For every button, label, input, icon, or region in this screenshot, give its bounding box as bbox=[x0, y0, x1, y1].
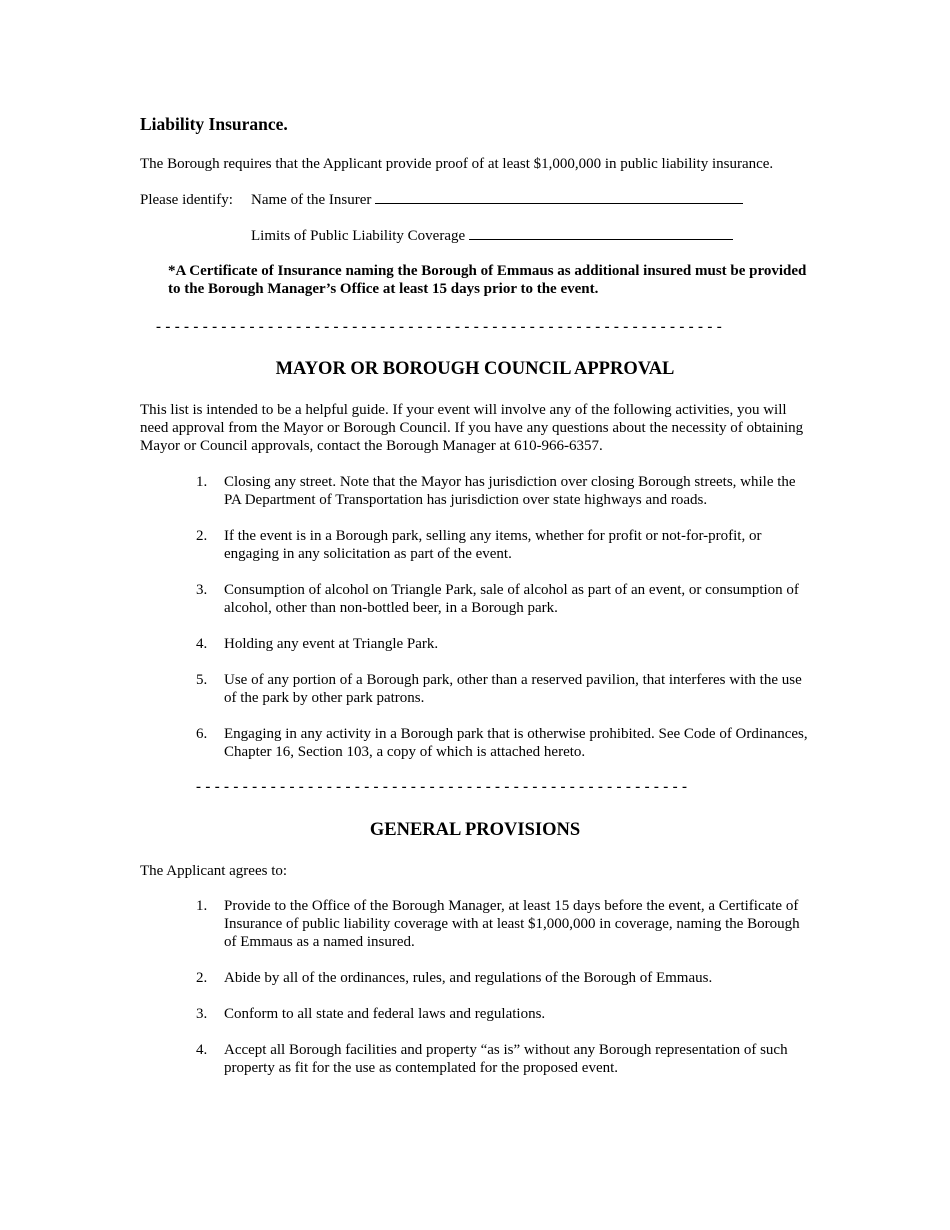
list-item-text: Conform to all state and federal laws and regulations. bbox=[224, 1006, 546, 1022]
list-item-number: 6. bbox=[196, 726, 208, 742]
list-item-number: 4. bbox=[196, 636, 208, 652]
insurance-requirement-text: The Borough requires that the Applicant provide proof of at least $1,000,000 in public liability insurance. bbox=[140, 156, 774, 172]
section-divider-1: - - - - - - - - - - - - - - - - - - - - - - - - - - - - - - - - - - - - - - - - - - - - - - - - - - - - - - - - - - - - - bbox=[156, 319, 723, 335]
general-provisions-title: GENERAL PROVISIONS bbox=[369, 820, 581, 840]
approval-section-title: MAYOR OR BOROUGH COUNCIL APPROVAL bbox=[275, 359, 675, 379]
general-provisions-intro: The Applicant agrees to: bbox=[140, 863, 288, 879]
list-item-text: Accept all Borough facilities and property “as is” without any Borough representation of such property as fit for the use as contemplated for the proposed event. bbox=[224, 1042, 788, 1076]
coverage-limits-blank[interactable] bbox=[469, 227, 733, 240]
list-item-text: Use of any portion of a Borough park, other than a reserved pavilion, that interferes with the use of the park by other park patrons. bbox=[224, 672, 802, 706]
list-item bbox=[196, 635, 808, 653]
list-item bbox=[196, 527, 808, 563]
list-item-text: If the event is in a Borough park, selling any items, whether for profit or not-for-profit, or engaging in any solicitation as part of the event. bbox=[224, 528, 762, 562]
general-provisions-list bbox=[196, 897, 808, 1095]
list-item bbox=[196, 969, 808, 987]
list-item-number: 3. bbox=[196, 582, 208, 598]
list-item-text: Provide to the Office of the Borough Manager, at least 15 days before the event, a Certificate of Insurance of public liability coverage with at least $1,000,000 in coverage, naming the Borough of Emmaus as a named insured. bbox=[224, 898, 800, 950]
insurer-name-label: Name of the Insurer bbox=[251, 192, 372, 208]
list-item-text: Closing any street. Note that the Mayor has jurisdiction over closing Borough streets, while the PA Department of Transportation has jurisdiction over state highways and roads. bbox=[224, 474, 796, 508]
coverage-limits-field-row bbox=[251, 227, 733, 245]
list-item-number: 2. bbox=[196, 970, 208, 986]
list-item bbox=[196, 725, 808, 761]
list-item-text: Holding any event at Triangle Park. bbox=[224, 636, 439, 652]
insurer-name-field-row bbox=[251, 191, 743, 209]
list-item-number: 2. bbox=[196, 528, 208, 544]
list-item-number: 5. bbox=[196, 672, 208, 688]
please-identify-label: Please identify: bbox=[140, 192, 233, 208]
list-item-text: Engaging in any activity in a Borough park that is otherwise prohibited. See Code of Ordinances, Chapter 16, Section 103, a copy of which is attached hereto. bbox=[224, 726, 808, 760]
list-item bbox=[196, 581, 808, 617]
coverage-limits-label: Limits of Public Liability Coverage bbox=[251, 228, 466, 244]
insurer-name-blank[interactable] bbox=[375, 191, 743, 204]
approval-intro-text: This list is intended to be a helpful guide. If your event will involve any of the following activities, you will need approval from the Mayor or Borough Council. If you have any questions about the necessity of obtaining Mayor or Council approvals, contact the Borough Manager at 610-966-6357. bbox=[140, 402, 804, 454]
list-item-text: Consumption of alcohol on Triangle Park, sale of alcohol as part of an event, or consumption of alcohol, other than non-bottled beer, in a Borough park. bbox=[224, 582, 799, 616]
list-item bbox=[196, 897, 808, 951]
list-item-number: 4. bbox=[196, 1042, 208, 1058]
certificate-notice: *A Certificate of Insurance naming the Borough of Emmaus as additional insured must be provided to the Borough Manager’s Office at least 15 days prior to the event. bbox=[168, 263, 807, 297]
section-divider-2: - - - - - - - - - - - - - - - - - - - - - - - - - - - - - - - - - - - - - - - - - - - - - - - - - - - - - bbox=[196, 779, 688, 795]
list-item bbox=[196, 671, 808, 707]
approval-activities-list bbox=[196, 473, 808, 779]
list-item-number: 3. bbox=[196, 1006, 208, 1022]
liability-insurance-heading: Liability Insurance. bbox=[140, 114, 288, 134]
list-item bbox=[196, 1041, 808, 1077]
list-item-number: 1. bbox=[196, 898, 208, 914]
list-item bbox=[196, 1005, 808, 1023]
list-item-text: Abide by all of the ordinances, rules, and regulations of the Borough of Emmaus. bbox=[224, 970, 713, 986]
list-item bbox=[196, 473, 808, 509]
list-item-number: 1. bbox=[196, 474, 208, 490]
